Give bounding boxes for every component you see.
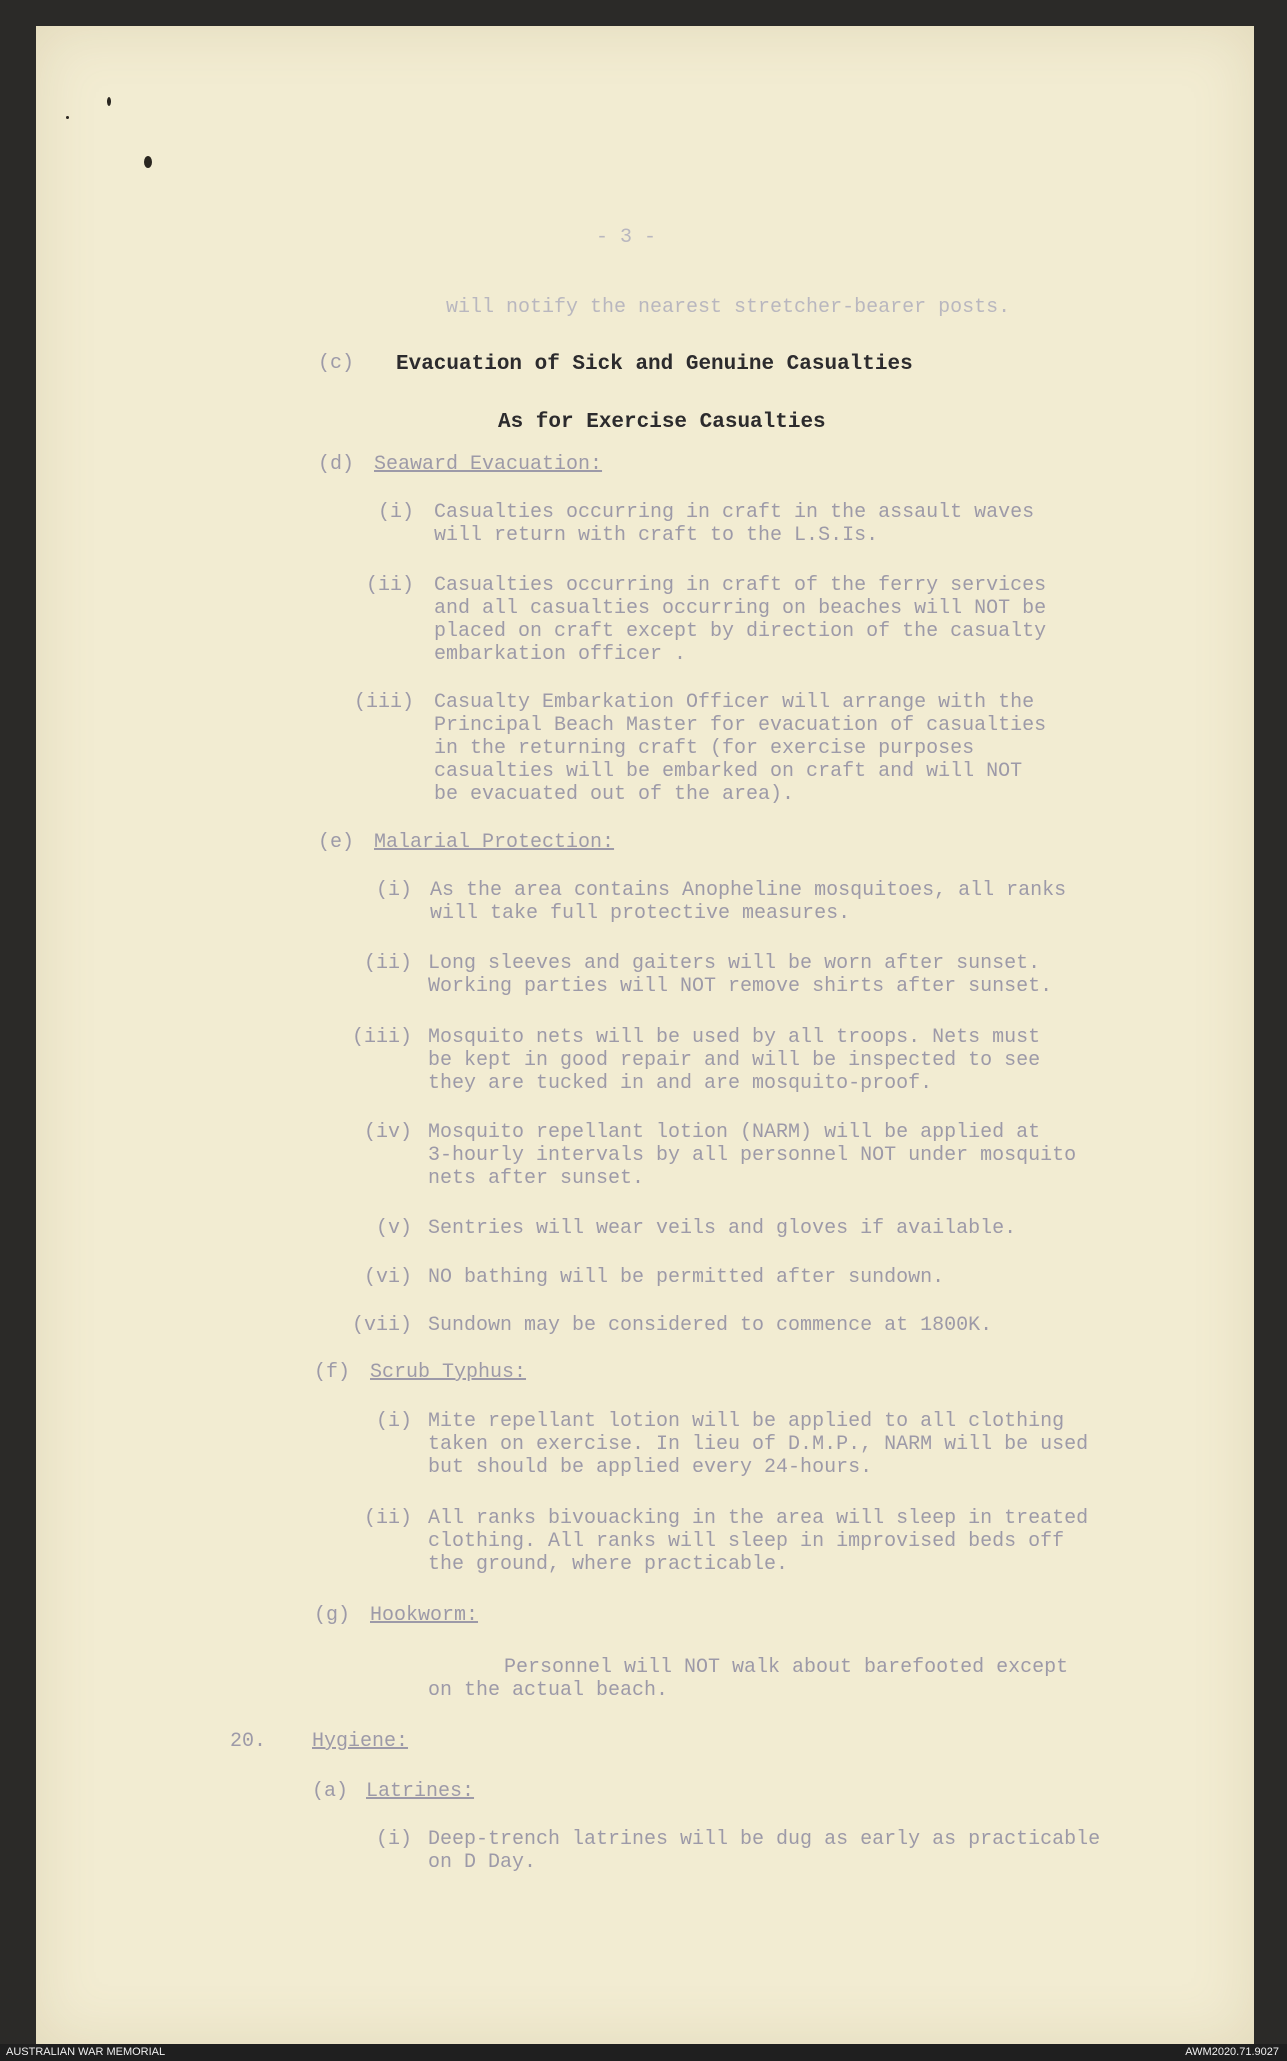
- item-line: Sentries will wear veils and gloves if available.: [428, 1217, 1017, 1240]
- item-number: (v): [376, 1217, 413, 1240]
- item-line: As the area contains Anopheline mosquitoes, all ranks: [430, 879, 1067, 902]
- item-number: (ii): [364, 952, 413, 975]
- item-number: (ii): [364, 1507, 413, 1530]
- section-f-marker: (f): [314, 1361, 351, 1384]
- section-f-title: Scrub Typhus:: [370, 1361, 527, 1384]
- item-line: Principal Beach Master for evacuation of casualties: [434, 714, 1047, 737]
- item-number: (iii): [354, 691, 415, 714]
- item-line: be kept in good repair and will be inspected to see: [428, 1049, 1041, 1072]
- item-number: (iii): [352, 1026, 413, 1049]
- section-c-marker: (c): [318, 352, 355, 375]
- section-d-marker: (d): [318, 453, 355, 476]
- item-line: but should be applied every 24-hours.: [428, 1456, 873, 1479]
- ink-speck: [144, 156, 152, 168]
- item-line: Casualty Embarkation Officer will arrange with the: [434, 691, 1035, 714]
- item-line: Deep-trench latrines will be dug as early as practicable: [428, 1828, 1101, 1851]
- item-number: (i): [376, 1828, 413, 1851]
- item-line: Sundown may be considered to commence at 1800K.: [428, 1314, 993, 1337]
- section-c-title: Evacuation of Sick and Genuine Casualties: [396, 353, 913, 376]
- item-number: (i): [376, 879, 413, 902]
- document-page: [36, 26, 1254, 2044]
- section-g-line: on the actual beach.: [428, 1679, 669, 1702]
- item-line: nets after sunset.: [428, 1167, 645, 1190]
- item-line: Casualties occurring in craft in the assault waves: [434, 501, 1035, 524]
- section-c-subtitle: As for Exercise Casualties: [498, 411, 826, 434]
- footer-accession-number: AWM2020.71.9027: [1185, 2046, 1279, 2058]
- item-line: they are tucked in and are mosquito-proof.: [428, 1072, 933, 1095]
- item-line: the ground, where practicable.: [428, 1553, 789, 1576]
- item-line: Mosquito repellant lotion (NARM) will be applied at: [428, 1121, 1041, 1144]
- item-line: Mosquito nets will be used by all troops. Nets must: [428, 1026, 1041, 1049]
- item-line: clothing. All ranks will sleep in improvised beds off: [428, 1530, 1065, 1553]
- item-line: be evacuated out of the area).: [434, 783, 795, 806]
- para-20-title: Hygiene:: [312, 1730, 409, 1753]
- section-g-title: Hookworm:: [370, 1604, 479, 1627]
- section-e-title: Malarial Protection:: [374, 831, 615, 854]
- footer-institution: AUSTRALIAN WAR MEMORIAL: [6, 2046, 166, 2058]
- para-20-sub-marker: (a): [312, 1780, 349, 1803]
- item-line: Working parties will NOT remove shirts after sunset.: [428, 975, 1053, 998]
- item-line: on D Day.: [428, 1851, 537, 1874]
- item-line: Casualties occurring in craft of the ferry services: [434, 574, 1047, 597]
- item-line: Mite repellant lotion will be applied to all clothing: [428, 1410, 1065, 1433]
- item-line: embarkation officer .: [434, 643, 687, 666]
- item-line: 3-hourly intervals by all personnel NOT under mosquito: [428, 1144, 1077, 1167]
- section-g-line: Personnel will NOT walk about barefooted except: [504, 1656, 1069, 1679]
- item-line: will take full protective measures.: [430, 902, 851, 925]
- section-g-marker: (g): [314, 1604, 351, 1627]
- ink-speck: [107, 97, 111, 106]
- item-line: and all casualties occurring on beaches will NOT be: [434, 597, 1047, 620]
- item-line: in the returning craft (for exercise purposes: [434, 737, 975, 760]
- carryover-line: will notify the nearest stretcher-bearer posts.: [446, 296, 1011, 319]
- item-line: NO bathing will be permitted after sundown.: [428, 1266, 945, 1289]
- page-number: - 3 -: [596, 226, 657, 249]
- item-number: (i): [378, 501, 415, 524]
- item-number: (vii): [352, 1314, 413, 1337]
- item-line: casualties will be embarked on craft and will NOT: [434, 760, 1023, 783]
- item-line: taken on exercise. In lieu of D.M.P., NARM will be used: [428, 1433, 1089, 1456]
- ink-speck: [66, 116, 69, 119]
- item-line: All ranks bivouacking in the area will sleep in treated: [428, 1507, 1089, 1530]
- para-20-sub-title: Latrines:: [366, 1780, 475, 1803]
- section-e-marker: (e): [318, 831, 355, 854]
- item-line: placed on craft except by direction of the casualty: [434, 620, 1047, 643]
- para-20-marker: 20.: [230, 1730, 267, 1753]
- item-number: (vi): [364, 1266, 413, 1289]
- section-d-title: Seaward Evacuation:: [374, 453, 603, 476]
- item-line: Long sleeves and gaiters will be worn after sunset.: [428, 952, 1041, 975]
- item-line: will return with craft to the L.S.Is.: [434, 524, 879, 547]
- archive-footer: [0, 2044, 1287, 2061]
- item-number: (i): [376, 1410, 413, 1433]
- item-number: (iv): [364, 1121, 413, 1144]
- item-number: (ii): [366, 574, 415, 597]
